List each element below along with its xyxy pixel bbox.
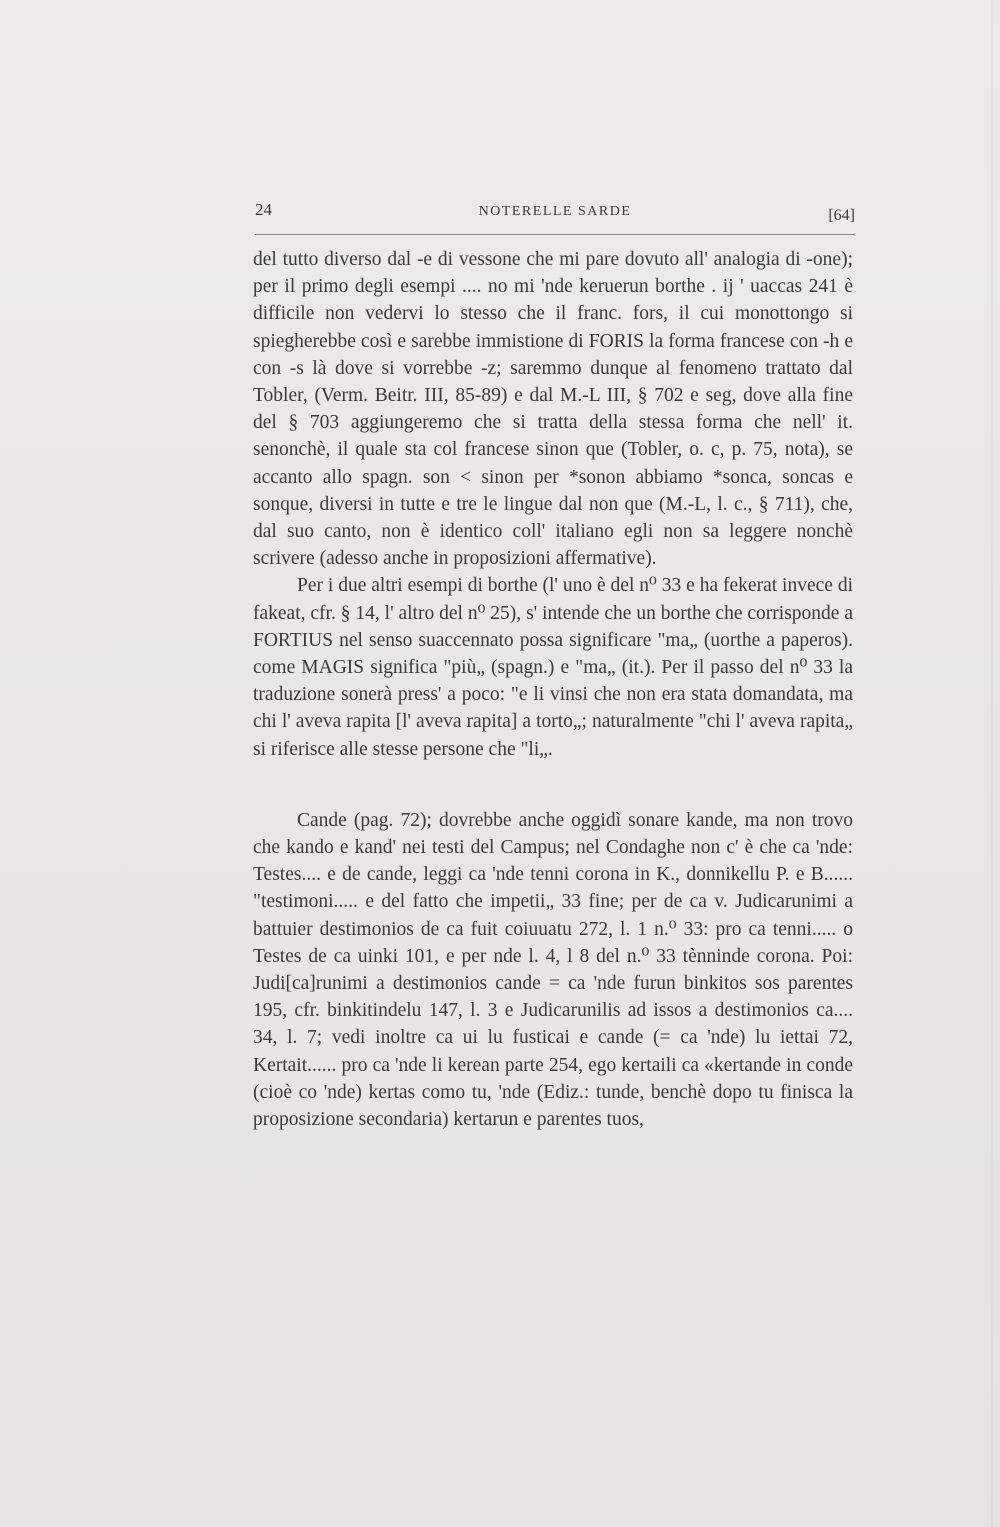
paragraph: Per i due altri esempi di borthe (l' uno è del n⁰ 33 e ha fekerat invece di fakeat, cfr. § 14, l' altro del n⁰ 25), s' intende che un borthe che corrisponde a FORTIUS nel senso suaccennato possa significare "ma„ (uorthe a paperos). come MAGIS significa "più„ (spagn.) e "ma„ (it.). Per il passo del n⁰ 33 la traduzione sonerà press' a poco: "e li vinsi che non era stata domandata, ma chi l' aveva rapita [l' aveva rapita] a torto„; naturalmente "chi l' aveva rapita„ si riferisce alle stesse persone che "li„. [253, 575, 853, 760]
header-rule [255, 234, 855, 235]
paragraph: Cande (pag. 72); dovrebbe anche oggidì sonare kande, ma non trovo che kando e kand' nei testi del Campus; nel Condaghe non c' è che ca 'nde: Testes.... e de cande, leggi ca 'nde tenni corona in K., donnikellu P. e B...... "testimoni..... e del fatto che impetii„ 33 fine; per de ca v. Judicarunimi a battuier destimonios de ca fuit coiuuatu 272, l. 1 n.⁰ 33: pro ca tenni..... o Testes de ca uinki 101, e per nde l. 4, l 8 del n.⁰ 33 tènninde corona. Poi: Judi[ca]runimi a destimonios cande = ca 'nde furun binkitos sos parentes 195, cfr. binkitindelu 147, l. 3 e Judicarunilis ad issos a destimonios ca.... 34, l. 7; vedi inoltre ca ui lu fusticai e cande (= ca 'nde) lu iettai 72, Kertait...... pro ca 'nde li kerean parte 254, ego kertaili ca «kertande in conde (cioè co 'nde) kertas como tu, 'nde (Ediz.: tunde, benchè dopo tu finisca la proposizione secondaria) kertarun e parentes tuos, [253, 809, 853, 1131]
body-text [253, 246, 853, 1133]
running-header [255, 198, 855, 228]
paragraph: del tutto diverso dal -e di vessone che mi pare dovuto all' analogia di -one); per il primo degli esempi .... no mi 'nde keruerun borthe . ij ' uaccas 241 è difficile non vedervi lo stesso che il franc. fors, il cui monottongo si spiegherebbe così e sarebbe immistione di FORIS la forma francese con -h e con -s là dove si vorrebbe -z; saremmo dunque al fenomeno trattato dal Tobler, (Verm. Beitr. III, 85-89) e dal M.-L III, § 702 e seg, dove alla fine del § 703 aggiungeremo che si tratta della stessa forma che nell' it. senonchè, il quale sta col francese sinon que (Tobler, o. c, p. 75, nota), se accanto allo spagn. son < sinon per *sonon abbiamo *sonca, soncas e sonque, diversi in tutte e tre le lingue dal non que (M.-L, l. c., § 711), che, dal suo canto, non è identico coll' italiano egli non sa leggere nonchè scrivere (adesso anche in proposizioni affermative). [253, 249, 853, 570]
original-page-reference: [64] [828, 207, 855, 224]
page-fold-shadow [990, 0, 994, 1527]
running-title: NOTERELLE SARDE [478, 204, 632, 219]
page-number: 24 [255, 200, 272, 219]
